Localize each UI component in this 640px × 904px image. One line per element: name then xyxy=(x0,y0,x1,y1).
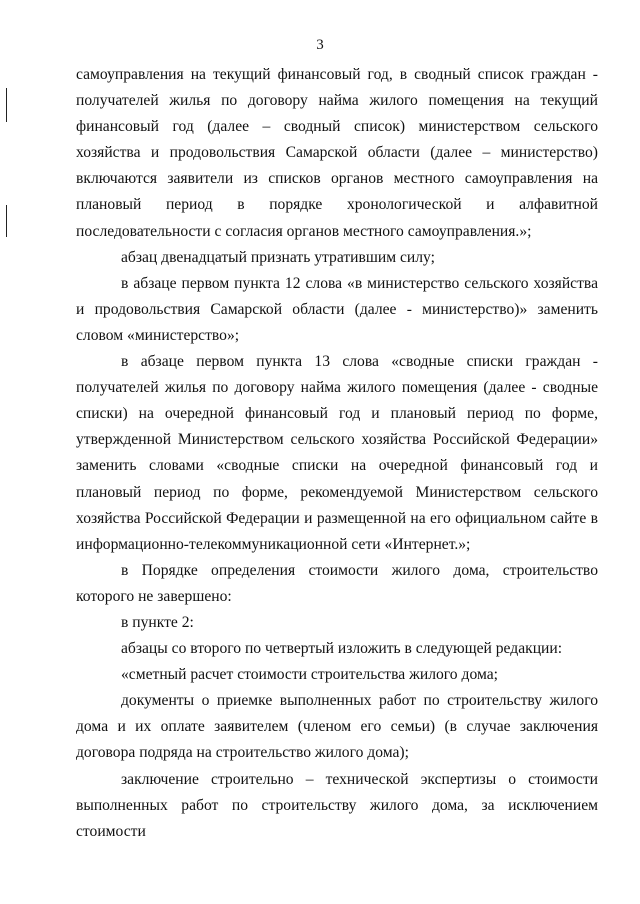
paragraph: в абзаце первом пункта 12 слова «в министерство сельского хозяйства и продовольствия Самарской области (далее - министерство)» заменить словом «министерство»; xyxy=(76,274,598,344)
paragraph-continuation: самоуправления на текущий финансовый год, в сводный список граждан - получателей жилья по договору найма жилого помещения на текущий финансовый год (далее – сводный список) министерством сельского хозяйства и продовольствия Самарской области (далее – министерство) включаются заявители из списков органов местного самоуправления на плановый период в порядке хронологической и алфавитной последовательности с согласия органов местного самоуправления.»; xyxy=(76,66,598,240)
paragraph: в Порядке определения стоимости жилого дома, строительство которого не завершено: xyxy=(76,561,598,605)
paragraph: абзац двенадцатый признать утратившим силу; xyxy=(121,248,435,266)
paragraph: в пункте 2: xyxy=(121,613,194,631)
document-body xyxy=(76,62,598,845)
page-number: 3 xyxy=(316,37,324,53)
paragraph: «сметный расчет стоимости строительства жилого дома; xyxy=(121,666,498,684)
paragraph: в абзаце первом пункта 13 слова «сводные списки граждан - получателей жилья по договору найма жилого помещения (далее - сводные списки) на очередной финансовый год и плановый период по форме, утвержденной Министерством сельского хозяйства Российской Федерации» заменить словами «сводные списки на очередной финансовый год и плановый период по форме, рекомендуемой Министерством сельского хозяйства Российской Федерации и размещенной на его официальном сайте в информационно-телекоммуникационной сети «Интернет.»; xyxy=(76,353,598,553)
paragraph: документы о приемке выполненных работ по строительству жилого дома и их оплате заявителем (членом его семьи) (в случае заключения договора подряда на строительство жилого дома); xyxy=(76,692,598,762)
paragraph: абзацы со второго по четвертый изложить в следующей редакции: xyxy=(121,640,563,658)
scan-margin-mark xyxy=(6,205,7,237)
paragraph: заключение строительно – технической экспертизы о стоимости выполненных работ по строительству жилого дома, за исключением стоимости xyxy=(76,770,598,840)
scan-margin-mark xyxy=(6,88,7,122)
